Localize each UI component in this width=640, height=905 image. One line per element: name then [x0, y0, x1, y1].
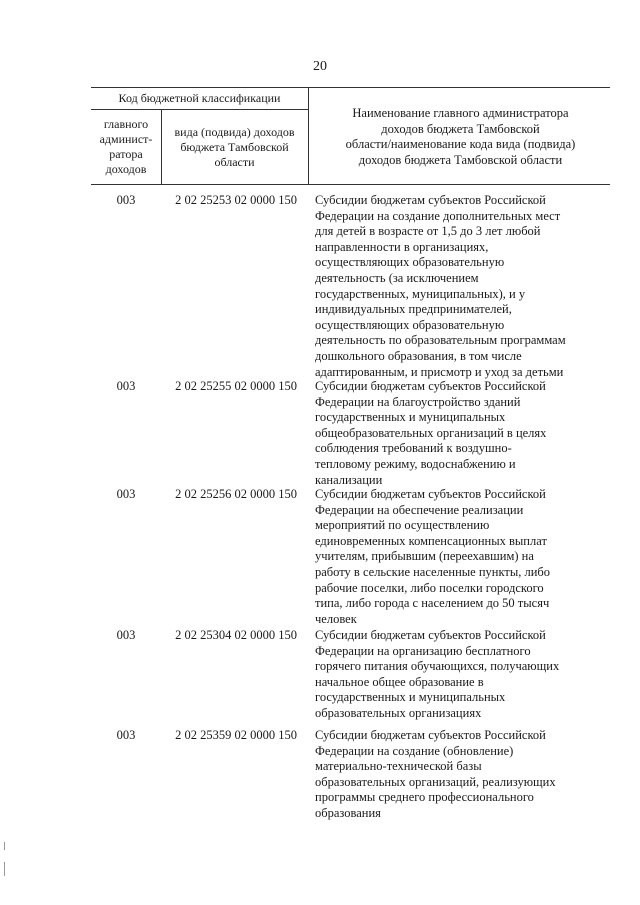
budget-classification-table	[91, 87, 610, 820]
name-line: образовательных организаций, реализующих	[315, 774, 556, 789]
header-col-name-line: доходов бюджета Тамбовской	[381, 121, 540, 136]
header-col-admin-line: главного	[103, 117, 149, 131]
name-line: государственных и муниципальных	[315, 410, 506, 425]
header-col-admin-line: ратора	[109, 147, 143, 161]
header-bottom-border	[91, 184, 610, 185]
name-line: человек	[315, 611, 357, 626]
name-line: тепловому режиму, водоснабжению и	[315, 456, 516, 471]
name-line: Федерации на создание дополнительных мест	[315, 208, 561, 223]
scan-artifact	[4, 862, 5, 876]
header-col-code	[163, 125, 306, 170]
row-4-admin-code: 003	[116, 628, 136, 642]
header-col-code-line: бюджета Тамбовской	[180, 140, 289, 154]
name-line: деятельность по образовательным программам	[315, 333, 566, 348]
name-line: дошкольного образования, в том числе	[315, 348, 522, 363]
table-top-border	[91, 87, 610, 88]
name-line: единовременных компенсационных выплат	[315, 533, 547, 548]
name-line: Федерации на создание (обновление)	[315, 743, 514, 758]
scan-artifact	[4, 842, 5, 850]
row-4-income-name	[315, 628, 605, 722]
header-col-name-line: области/наименование кода вида (подвида)	[345, 137, 576, 151]
header-col-name	[311, 106, 610, 168]
row-4-income-code: 2 02 25304 02 0000 150	[175, 628, 297, 642]
name-line: государственных и муниципальных	[315, 690, 506, 705]
page-number: 20	[313, 59, 327, 74]
name-line: Субсидии бюджетам субъектов Российской	[315, 487, 546, 501]
row-3-admin-code: 003	[116, 487, 136, 501]
name-line: направленности в организациях,	[315, 239, 489, 254]
name-line: горячего питания обучающихся, получающих	[315, 659, 560, 674]
header-col-divider-2	[308, 87, 309, 185]
name-line: осуществляющих образовательную	[315, 255, 505, 270]
header-col-admin-line: админист-	[99, 132, 153, 146]
row-1-admin-code: 003	[116, 193, 136, 207]
header-col-divider-1	[161, 109, 162, 185]
name-line: работу в сельские населенные пункты, либо	[315, 564, 551, 579]
name-line: образования	[315, 805, 381, 820]
row-5-admin-code: 003	[116, 728, 136, 742]
name-line: учителям, прибывшим (переехавшим) на	[315, 549, 534, 564]
name-line: мероприятий по осуществлению	[315, 518, 490, 533]
row-5-income-name	[315, 728, 605, 822]
row-2-admin-code: 003	[116, 379, 136, 393]
row-1-income-code: 2 02 25253 02 0000 150	[175, 193, 297, 207]
name-line: образовательных организациях	[315, 705, 482, 720]
name-line: Субсидии бюджетам субъектов Российской	[315, 193, 546, 207]
name-line: соблюдения требований к воздушно-	[315, 441, 512, 456]
name-line: осуществляющих образовательную	[315, 317, 505, 332]
row-2-income-code: 2 02 25255 02 0000 150	[175, 379, 297, 393]
name-line: индивидуальных предпринимателей,	[315, 302, 512, 317]
header-group-title: Код бюджетной классификации	[118, 91, 281, 105]
row-1-income-name	[315, 193, 605, 380]
name-line: Федерации на организацию бесплатного	[315, 643, 531, 658]
row-3-income-name	[315, 487, 605, 627]
name-line: государственных, муниципальных), и у	[315, 286, 526, 301]
name-line: Субсидии бюджетам субъектов Российской	[315, 628, 546, 642]
header-col-admin-line: доходов	[105, 162, 147, 176]
name-line: начальное общее образование в	[315, 674, 484, 689]
name-line: канализации	[315, 472, 383, 487]
header-col-name-line: Наименование главного администратора	[352, 106, 569, 120]
header-group-divider	[91, 109, 308, 110]
name-line: для детей в возрасте от 1,5 до 3 лет любой	[315, 224, 541, 239]
name-line: Федерации на обеспечение реализации	[315, 502, 524, 517]
name-line: Субсидии бюджетам субъектов Российской	[315, 379, 546, 393]
name-line: деятельность (за исключением	[315, 270, 479, 285]
name-line: материально-технической базы	[315, 759, 482, 774]
name-line: типа, либо города с населением до 50 тысяч	[315, 596, 550, 611]
header-col-name-line: доходов бюджета Тамбовской области	[358, 152, 563, 167]
row-3-income-code: 2 02 25256 02 0000 150	[175, 487, 297, 501]
row-5-income-code: 2 02 25359 02 0000 150	[175, 728, 297, 742]
row-2-income-name	[315, 379, 605, 488]
name-line: адаптированным, и присмотр и уход за детьми	[315, 364, 564, 379]
name-line: общеобразовательных организаций в целях	[315, 425, 547, 440]
name-line: Субсидии бюджетам субъектов Российской	[315, 728, 546, 742]
name-line: Федерации на благоустройство зданий	[315, 394, 521, 409]
name-line: рабочие поселки, либо поселки городского	[315, 580, 544, 595]
header-col-code-line: вида (подвида) доходов	[174, 125, 295, 139]
header-col-code-line: области	[214, 155, 255, 169]
name-line: программы среднего профессионального	[315, 790, 534, 805]
header-col-admin	[91, 117, 161, 177]
